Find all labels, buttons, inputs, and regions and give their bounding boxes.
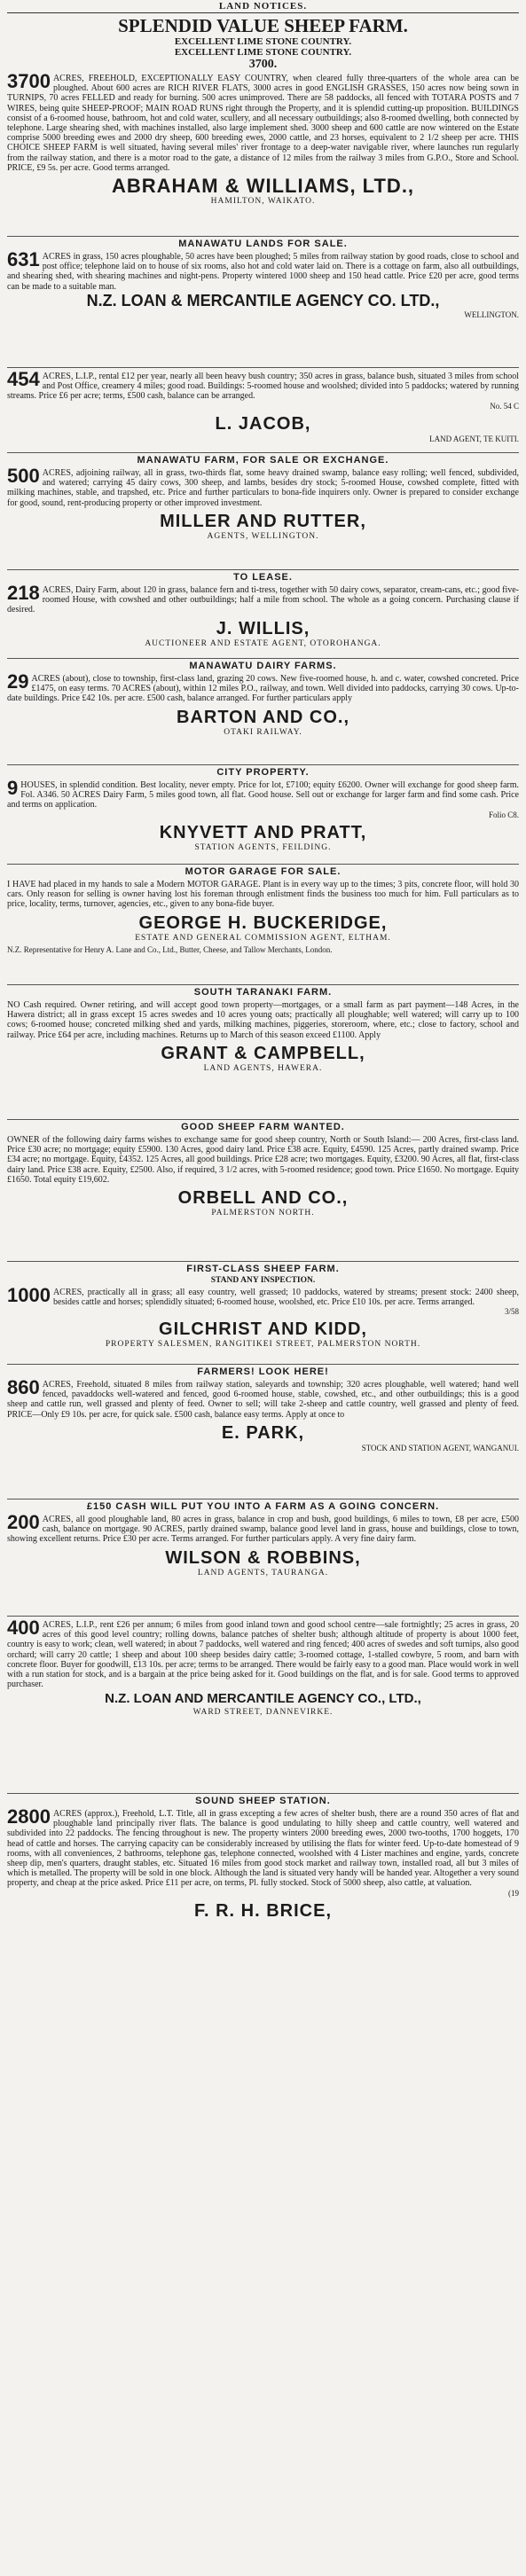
ad-miller-rutter (7, 453, 519, 570)
ad-headline: MOTOR GARAGE FOR SALE. (184, 866, 342, 877)
ad-headline: MANAWATU FARM, FOR SALE OR EXCHANGE. (137, 455, 389, 466)
advertiser-location: LAND AGENTS, TAURANGA. (197, 1568, 329, 1578)
ad-lead-number: 1000 (7, 1284, 51, 1306)
ad-body: 454 ACRES, L.I.P., rental £12 per year, nearly all been heavy bush country; 350 acres in grass, balance bush, situated 3 miles from school and Post Office, creamery 4 miles; good road. Buildings: 5-roomed house and woolshed; divided into 5 paddocks; watered by running streams. Price £6 per acre; terms, £500 cash, balance can be arranged. (7, 368, 519, 402)
advertiser-location: OTAKI RAILWAY. (224, 727, 302, 737)
ad-reference: No. 54 C (490, 401, 519, 411)
ad-headline: FIRST-CLASS SHEEP FARM. (186, 1264, 340, 1274)
advertiser-location: LAND AGENTS, HAWERA. (203, 1063, 323, 1073)
ad-note: N.Z. Representative for Henry A. Lane and Co., Ltd., Butter, Cheese, and Tallow Merchants, London. (7, 944, 333, 954)
ad-motor-garage (7, 865, 519, 985)
ad-headline: MANAWATU DAIRY FARMS. (189, 661, 337, 671)
ad-barton (7, 659, 519, 765)
ad-lead-number: 631 (7, 248, 40, 270)
advertiser-location: STATION AGENTS, FEILDING. (194, 842, 332, 852)
ad-body: 860 ACRES, Freehold, situated 8 miles from railway station, saleyards and township; 320 acres ploughable, well watered; hand well fenced, pavaddocks well-watered and fenced, good 6-roomed house, stable, cowshed, etc., and other outbuildings; this is a good sheep and cattle run, well grassed and plenty of feed. Owner to sell; will take 2-sheep and cattle country, well grassed and plenty of feed. PRICE—Only £9 10s. per acre, for quick sale. £500 cash, balance easy terms. Apply at once to (7, 1376, 519, 1420)
ad-headline: CITY PROPERTY. (216, 767, 310, 778)
ad-lead-number: 400 (7, 1617, 40, 1639)
ad-headline: TO LEASE. (233, 572, 293, 583)
advertiser-name: ORBELL AND CO., (177, 1188, 349, 1209)
ad-orbell (7, 1120, 519, 1262)
ad-body: I HAVE had placed in my hands to sale a Modern MOTOR GARAGE. Plant is in every way up to the times; 3 pits, concrete floor, will hold 30 cars. Only reason for selling is owner having lost his foreman through enlistment finds the business too much for him. Full particulars as to price, locality, terms, turnover, agencies, etc., given to any bona-fide buyer. (7, 880, 519, 910)
ad-body: 2800 ACRES (approx.), Freehold, L.T. Title, all in grass excepting a few acres of shelter bush, there are a round 350 acres of flat and ploughable land principally river flats. The balance is good undulating to hilly sheep and cattle country, well watered and subdivided into 22 paddocks. The fencing throughout is new. The property winters 2000 breeding ewes, 2000 two-tooths, 1700 hoggets, 170 head of cattle and horses. The carrying capacity can be considerably increased by utilising the flats for winter feed. Up-to-date homestead of 9 rooms, with all conveniences, 2 bathrooms, telephone gas, telephone connected, woolshed with 4 Lister machines and engine, yards, concrete sheep dip, men's quarters, draught stables, etc. Situated 16 miles from good stock market and railway town, installed road, all but 3 miles of which is metalled. The property will be sold in one block. Although the land is situated very handy will be handed year. Altogether a very sound property, and cheap at the price asked. Price £11 per acre, on terms, Pl. fully stocked. Stock of 5000 sheep, also cattle, at valuation. (7, 1805, 519, 1889)
ad-body: 200 ACRES, all good ploughable land, 80 acres in grass, balance in crop and bush, good buildings, 6 miles to town, £8 per acre, £500 cash, balance on mortgage. 90 ACRES, partly drained swamp, balance good level land in grass, house and buildings, close to town, showing excellent returns. Price £30 per acre. Terms arranged. For further particulars apply. A very fine dairy farm. (7, 1511, 519, 1545)
advertiser-location: PROPERTY SALESMEN, RANGITIKEI STREET, PALMERSTON NORTH. (105, 1340, 421, 1350)
ad-lead-number: 500 (7, 465, 40, 487)
advertiser-location: AGENTS, WELLINGTON. (207, 531, 319, 541)
advertiser-name: N.Z. LOAN & MERCANTILE AGENCY CO. LTD., (86, 291, 440, 309)
ad-subline: EXCELLENT LIME STONE COUNTRY. (174, 36, 352, 47)
ad-headline: MANAWATU LANDS FOR SALE. (178, 239, 348, 249)
advertiser-location: STOCK AND STATION AGENT, WANGANUI. (361, 1443, 519, 1452)
advertiser-name: KNYVETT AND PRATT, (159, 822, 367, 842)
ad-headline: SOUND SHEEP STATION. (195, 1796, 331, 1806)
advertiser-location: LAND AGENT, TE KUITI. (429, 434, 519, 443)
ad-body: 1000 ACRES, practically all in grass; all easy country, well grassed; 10 paddocks, watered by streams; present stock: 2400 sheep, besides cattle and horses; splendidly situated; 6-roomed house, woolshed, etc. Price £10 10s. per acre. Terms arranged. (7, 1284, 519, 1308)
ad-headline: £150 CASH WILL PUT YOU INTO A FARM AS A GOING CONCERN. (86, 1501, 440, 1512)
ad-wilson-robbins (7, 1499, 519, 1617)
section-title: LAND NOTICES. (7, 0, 519, 13)
ad-sound-sheep-station (7, 1794, 519, 1993)
ad-reference: (19 (508, 1888, 519, 1898)
ad-subline: EXCELLENT LIME STONE COUNTRY. (174, 47, 352, 58)
advertiser-name: MILLER AND RUTTER, (160, 511, 366, 531)
ad-headline: SPLENDID VALUE SHEEP FARM. (118, 15, 408, 36)
ad-willis (7, 570, 519, 659)
ad-body: 9 HOUSES, in splendid condition. Best locality, never empty. Price for lot, £7100; equity £6200. Owner will exchange for good sheep farm. Fol. A346. 50 ACRES Dairy Farm, 5 miles good town, all flat. Good house. Sell out or exchange for larger farm and find some cash. Price and terms on application. (7, 777, 519, 810)
ad-knyvett-pratt (7, 765, 519, 865)
advertiser-name: GEORGE H. BUCKERIDGE, (138, 912, 388, 933)
ad-body: 400 ACRES, L.I.P., rent £26 per annum; 6 miles from good inland town and good school centre—sale fortnightly; 25 acres in grass, 20 acres of this good level country; rolling downs, balance patches of shelter bush; although altitude of property is about 1000 feet, country is easy to work; clean, well watered; in about 7 paddocks, well watered and ring fenced; 400 acres of swedes and soft turnips, also good orchard; will carry 20 cattle; 1 sheep and about 100 sheep besides dairy cattle; 3-roomed cottage, 1-stalled cowbyre, 5 room, and barn with concrete floor. Buyer for goodwill, £13 10s. per acre; terms to be arranged. There would be fairly easy to a good man. Place would work in well with a run station for stock, and is a bargain at the price being asked for it. Good buildings on the flat, and is for sale. Good terms to approved purchaser. (7, 1617, 519, 1690)
ad-jacob (7, 368, 519, 453)
advertiser-name: N.Z. LOAN AND MERCANTILE AGENCY CO., LTD., (105, 1691, 421, 1707)
ad-lead-number: 454 (7, 368, 40, 390)
advertiser-name: GRANT & CAMPBELL, (161, 1043, 365, 1063)
advertiser-name: L. JACOB, (215, 413, 311, 434)
ad-nz-loan-dannevirke (7, 1617, 519, 1794)
ad-headline: SOUTH TARANAKI FARM. (193, 987, 333, 998)
ad-sheep-farm-abraham-williams (7, 13, 519, 237)
ad-body: 29 ACRES (about), close to township, first-class land, grazing 20 cows. New five-roomed house, h. and c. water, cowshed concreted. Price £1475, on easy terms. 70 ACRES (about), within 12 miles P.O., railway, and town. Well divided into paddocks, carrying 30 cows. Up-to-date buildings. Price £42 10s. per acre. £500 cash, balance arranged. For further particulars apply (7, 670, 519, 704)
ad-lead-number: 29 (7, 670, 29, 693)
advertiser-location: HAMILTON, WAIKATO. (210, 197, 316, 207)
ad-reference: Folio C8. (488, 810, 519, 819)
ad-body: NO Cash required. Owner retiring, and will accept good town property—mortgages, or a small farm as part payment—148 Acres, in the Hawera district; all in grass except 15 acres swedes and 10 acres young oats; practically all ploughable; well watered; will carry up to 100 cows; 6-roomed house; concreted milking shed and yards, milking machines, piggeries, storeroom, where, etc.; close to factory, school and railway. Price £64 per acre, including machines. Returns up to March of this season exceed £1100. Apply (7, 1000, 519, 1040)
advertiser-name: BARTON AND CO., (177, 707, 349, 727)
ad-park (7, 1365, 519, 1499)
ad-body: OWNER of the following dairy farms wishes to exchange same for good sheep country, North or South Island:— 200 Acres, first-class land. Price £30 acre; no mortgage; equity £5900. 130 Acres, good dairy land. Price £38 acre. Equity, £4590. 125 Acres, partly drained swamp. Price £34 acre; no mortgage. Equity, £4352. 125 Acres, all good buildings. Price £28 acre; two mortgages. Equity, £3200. 90 Acres, all flat, first-class dairy land. Price £38 acre. Equity, £2500. Also, if required, 3 1/2 acres, with 5-roomed residence; good town. Price £1650. No mortgage. Equity £1650. Total equity £19,602. (7, 1135, 519, 1185)
ad-subline: STAND ANY INSPECTION. (210, 1276, 316, 1285)
advertiser-name: ABRAHAM & WILLIAMS, LTD., (111, 175, 415, 198)
advertiser-name: WILSON & ROBBINS, (165, 1547, 361, 1568)
ad-lead-number: 9 (7, 777, 19, 799)
ad-south-taranaki (7, 985, 519, 1120)
ad-body: 3700 ACRES, FREEHOLD, EXCEPTIONALLY EASY COUNTRY, when cleared fully three-quarters of the whole area can be ploughed. About 600 acres are RICH RIVER FLATS, 3000 acres in good ENGLISH GRASSES, 150 acres now being sown in TURNIPS, 70 acres FELLED and ready for burning. 500 acres unimproved. There are 58 paddocks, all fenced with TOTARA POSTS and 7 WIRES, being quite SHEEP-PROOF; MAIN ROAD RUNS right through the Property, and it is splendid cutting-up proposition. BUILDINGS consist of a 6-roomed house, bathroom, hot and cold water, scullery, and all necessary outbuildings; also 8-roomed dwelling, both connected by telephone. Large shearing shed, with machines installed, also large implement shed. 3000 sheep and 600 cattle are now wintered on the Estate comprise 5000 breeding ewes and 2000 dry sheep, 600 breeding ewes, 2000 cattle, and 23 horses, equivalent to 2 1/2 sheep per acre. THIS CHOICE SHEEP FARM is well situated, having several miles' river frontage to a deep-water navigable river, where launches run regularly from the railway station, and there is a motor road to the gate, a distance of 12 miles from the railway 3 miles from G.P.O., Store and School. PRICE, £9 5s. per acre. Good terms arranged. (7, 70, 519, 173)
ad-lead-number: 2800 (7, 1805, 51, 1828)
ad-lead-number: 200 (7, 1511, 40, 1533)
ad-lead-number: 860 (7, 1376, 40, 1398)
advertiser-location: ESTATE AND GENERAL COMMISSION AGENT, ELTHAM. (135, 933, 391, 943)
ad-body: 500 ACRES, adjoining railway, all in grass, two-thirds flat, some heavy drained swamp, balance easy rolling; well fenced, subdivided, and watered; carrying 45 dairy cows, 300 sheep, and lambs, besides dry stock; 5-roomed House, cowshed complete, fitted with milking machines, stable, and trapshed, etc. Price and further particulars to bona-fide inquirers only. Owner is prepared to consider exchange for good, sound, rent-producing property or other improved investment. (7, 465, 519, 508)
ad-gilchrist-kidd (7, 1262, 519, 1365)
ad-reference: 3/58 (504, 1307, 519, 1317)
ad-subline: 3700. (248, 58, 278, 71)
advertiser-location: PALMERSTON NORTH. (211, 1209, 315, 1218)
advertiser-location: WELLINGTON. (464, 309, 519, 319)
ad-headline: GOOD SHEEP FARM WANTED. (181, 1122, 345, 1132)
advertiser-location: AUCTIONEER AND ESTATE AGENT, OTOROHANGA. (145, 638, 381, 648)
advertiser-name: F. R. H. BRICE, (193, 1900, 332, 1921)
advertiser-name: GILCHRIST AND KIDD, (159, 1319, 367, 1340)
advertiser-name: J. WILLIS, (216, 618, 310, 638)
ad-lead-number: 3700 (7, 70, 51, 92)
advertiser-location: WARD STREET, DANNEVIRKE. (192, 1708, 334, 1718)
ad-manawatu-lands (7, 237, 519, 368)
ad-headline: FARMERS! LOOK HERE! (197, 1366, 329, 1377)
advertiser-name: E. PARK, (221, 1422, 305, 1443)
ad-body: 631 ACRES in grass, 150 acres ploughable, 50 acres have been ploughed; 5 miles from railway station by good roads, close to school and post office; telephone laid on to house of six rooms, also hot and cold water laid on. There is a cottage on farm, also all outbuildings, and shearing shed, with shearing machines and night-pens. Property wintered 1000 sheep and 150 head cattle. Price £20 per acre, good terms can be made to a suitable man. (7, 248, 519, 292)
ad-lead-number: 218 (7, 582, 40, 604)
ad-body: 218 ACRES, Dairy Farm, about 120 in grass, balance fern and ti-tress, together with 50 dairy cows, separator, cream-cans, etc.; good five-roomed House, with cowshed and other outbuildings; half a mile from school. The whole as a going concern. Purchasing clause if desired. (7, 582, 519, 615)
